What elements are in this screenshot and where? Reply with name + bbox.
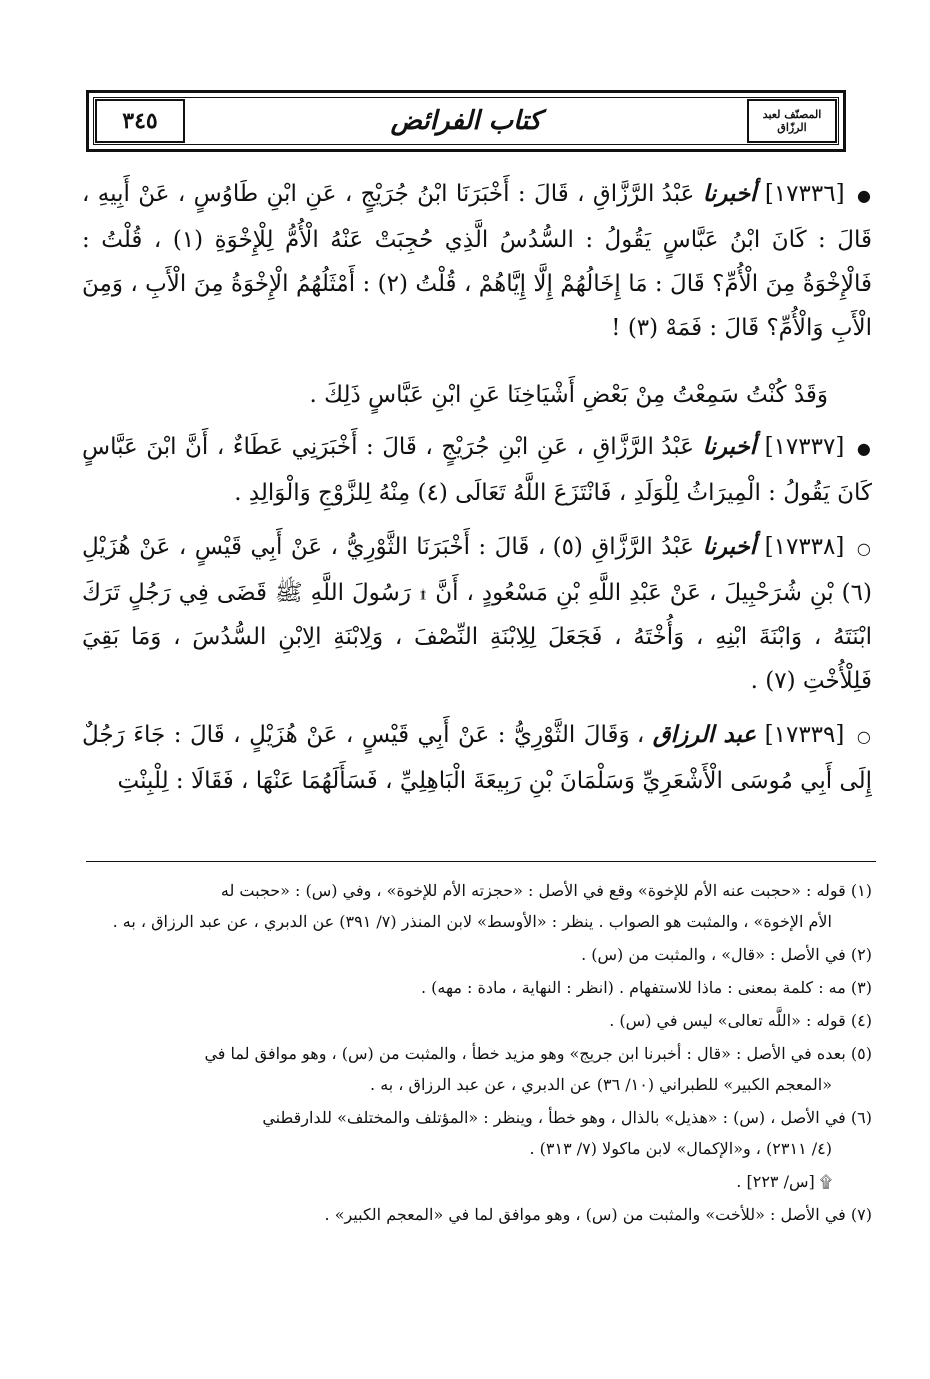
footnote-text: (٢) في الأصل : «قال» ، والمثبت من (س) . xyxy=(581,945,872,964)
entry-extra: وَقَدْ كُنْتُ سَمِعْتُ مِنْ بَعْضِ أَشْيَاخِنَا عَنِ ابْنِ عَبَّاسٍ ذَلِكَ . xyxy=(309,382,828,408)
footnote xyxy=(82,1102,872,1164)
footnote-text: (١) قوله : «حجبت عنه الأم للإخوة» وقع في الأصل : «حجزته الأم للإخوة» ، وفي (س) : «حجبت له xyxy=(220,881,872,900)
entry-text: عَبْدُ الرَّزَّاقِ ، عَنِ ابْنِ جُرَيْجٍ ، قَالَ : أَخْبَرَنِي عَطَاءٌ ، أَنَّ ابْنَ عَبَّاسٍ كَانَ يَقُولُ : الْمِيرَاثُ لِلْوَلَدِ ، فَانْتَزَعَ اللَّهُ تَعَالَى (٤) مِنْهُ لِلزَّوْجِ وَالْوَالِدِ . xyxy=(82,434,872,506)
entry-marker: ● xyxy=(856,439,872,458)
footnote-text: ۩ [س/ ٢٢٣] . xyxy=(736,1172,832,1191)
entry-text: عَبْدُ الرَّزَّاقِ ، قَالَ : أَخْبَرَنَا ابْنُ جُرَيْجٍ ، عَنِ ابْنِ طَاوُسٍ ، عَنْ أَبِيهِ ، قَالَ : كَانَ ابْنُ عَبَّاسٍ يَقُولُ : السُّدُسُ الَّذِي حُجِبَتْ عَنْهُ الْأُمُّ لِلْإِخْوَةِ (١) ، قُلْتُ : فَالْإِخْوَةُ مِنَ الْأُمِّ؟ قَالَ : مَا إِخَالُهُمْ إِلَّا إِيَّاهُمْ ، قُلْتُ (٢) : أَمْثَلُهُمُ الْإِخْوَةُ مِنَ الْأَبِ ، وَمِنَ الْأَبِ وَالْأُمِّ؟ قَالَ : فَمَهْ (٣) ! xyxy=(82,181,872,341)
hadith-entry xyxy=(82,525,872,703)
hadith-entry xyxy=(82,425,872,515)
entry-text: ، وَقَالَ الثَّوْرِيُّ : عَنْ أَبِي قَيْسٍ ، عَنْ هُزَيْلٍ ، قَالَ : جَاءَ رَجُلٌ إِلَى أَبِي مُوسَى الْأَشْعَرِيِّ وَسَلْمَانَ بْنِ رَبِيعَةَ الْبَاهِلِيِّ ، فَسَأَلَهُمَا عَنْهَا ، فَقَالَا : لِلْبِنْتِ xyxy=(82,722,872,794)
footnote xyxy=(82,875,872,937)
entry-text: عَبْدُ الرَّزَّاقِ (٥) ، قَالَ : أَخْبَرَنَا الثَّوْرِيُّ ، عَنْ أَبِي قَيْسٍ ، عَنْ هُزَيْلِ (٦) بْنِ شُرَحْبِيلَ ، عَنْ عَبْدِ اللَّهِ بْنِ مَسْعُودٍ ، أَنَّ ۩ رَسُولَ اللَّهِ ﷺ قَضَى فِي رَجُلٍ تَرَكَ ابْنَتَهُ ، وَابْنَةَ ابْنِهِ ، وَأُخْتَهُ ، فَجَعَلَ لِلِابْنَةِ النِّصْفَ ، وَلِابْنَةِ الِابْنِ السُّدُسَ ، وَمَا بَقِيَ فَلِلْأُخْتِ (٧) . xyxy=(82,534,872,694)
footnotes xyxy=(82,875,872,1232)
footnote-text: (٥) بعده في الأصل : «قال : أخبرنا ابن جريج» وهو مزيد خطأ ، والمثبت من (س) ، وهو موافق لما في xyxy=(204,1044,872,1063)
footnote-continuation: (٤/ ٢٣١١) ، و«الإكمال» لابن ماكولا (٧/ ٣١٣) . xyxy=(529,1139,832,1158)
hadith-entry xyxy=(82,172,872,350)
entry-number: [١٧٣٣٨] xyxy=(764,534,845,560)
entry-source: عبد الرزاق xyxy=(652,721,757,748)
footnote xyxy=(82,972,872,1003)
footnote xyxy=(82,1038,872,1100)
footnote-divider xyxy=(86,861,876,862)
footnote xyxy=(82,939,872,970)
chapter-title: كتاب الفرائض xyxy=(390,106,542,136)
entry-marker: ○ xyxy=(856,727,873,746)
footnote-text: (٤) قوله : «اللَّه تعالى» ليس في (س) . xyxy=(609,1011,872,1030)
footnote-text: (٦) في الأصل ، (س) : «هذيل» بالذال ، وهو خطأ ، وينظر : «المؤتلف والمختلف» للدارقطني xyxy=(262,1108,872,1127)
footnote-continuation: «المعجم الكبير» للطبراني (١٠/ ٣٦) عن الدبري ، عن عبد الرزاق ، به . xyxy=(370,1075,832,1094)
entry-source: أخبرنا xyxy=(702,433,757,460)
hadith-entry xyxy=(82,713,872,803)
entry-source: أخبرنا xyxy=(702,533,757,560)
footnote xyxy=(82,1199,872,1230)
footnote-continuation: الأم الإخوة» ، والمثبت هو الصواب . ينظر : «الأوسط» لابن المنذر (٧/ ٣٩١) عن الدبري ، عن عبد الرزاق ، به . xyxy=(112,912,832,931)
footnote-text: (٣) مه : كلمة بمعنى : ماذا للاستفهام . (انظر : النهاية ، مادة : مهه) . xyxy=(421,978,872,997)
page-header xyxy=(86,90,846,152)
entry-marker: ○ xyxy=(856,539,873,558)
entry-number: [١٧٣٣٧] xyxy=(764,434,845,460)
book-logo: المصنّف لعبد الرزّاق xyxy=(747,99,837,143)
entry-number: [١٧٣٣٩] xyxy=(764,722,845,748)
entry-marker: ● xyxy=(856,186,873,205)
main-text xyxy=(82,172,872,813)
entry-source: أخبرنا xyxy=(702,180,757,207)
footnote xyxy=(82,1005,872,1036)
footnote xyxy=(82,1166,872,1197)
footnote-text: (٧) في الأصل : «للأخت» والمثبت من (س) ، وهو موافق لما في «المعجم الكبير» . xyxy=(324,1205,872,1224)
page-number: ٣٤٥ xyxy=(95,99,185,143)
entry-number: [١٧٣٣٦] xyxy=(764,181,845,207)
